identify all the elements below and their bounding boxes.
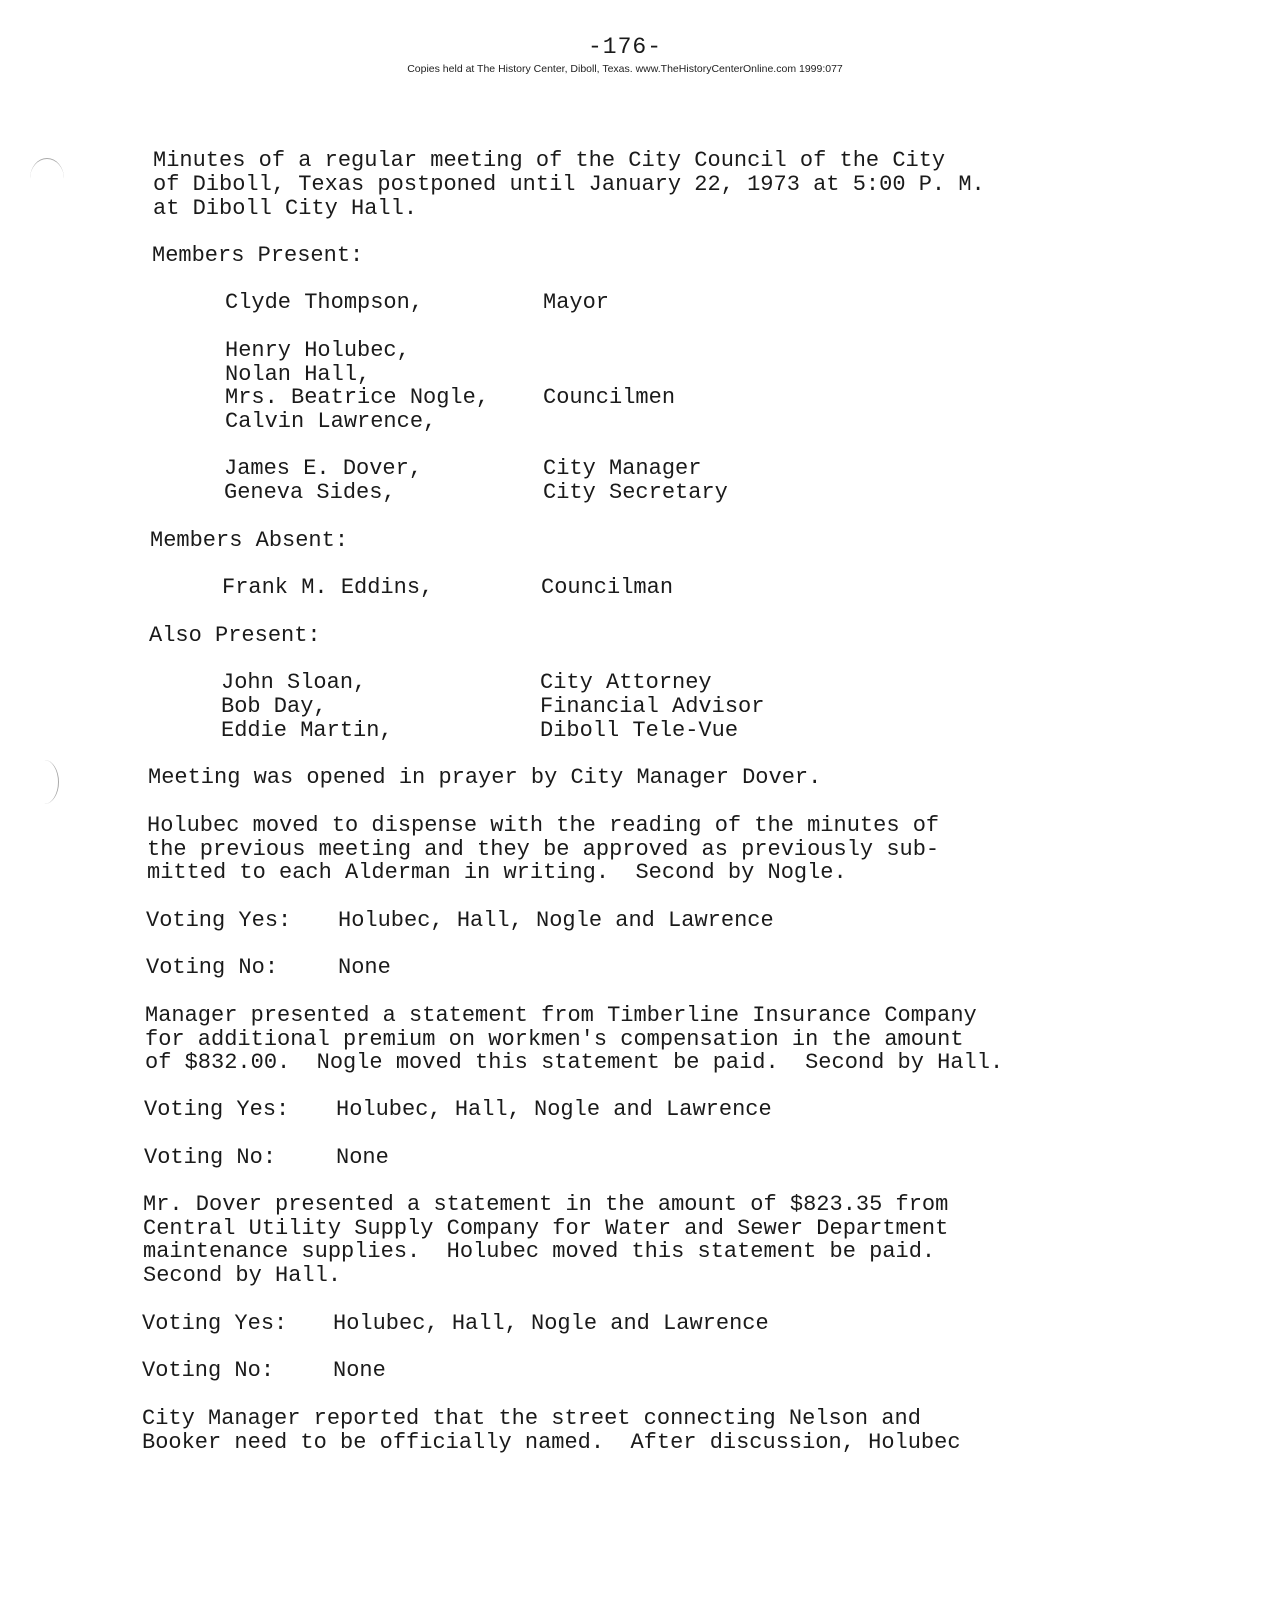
copies-held-note: Copies held at The History Center, Diboll, Texas. www.TheHistoryCenterOnline.com 1999:077 [407,63,843,75]
intro-line: of Diboll, Texas postponed until January 22, 1973 at 5:00 P. M. [153,172,985,197]
member-name: Geneva Sides, [224,480,396,505]
motion-line: the previous meeting and they be approved as previously sub- [147,837,940,862]
page-number: -176- [587,34,662,60]
member-name: Mrs. Beatrice Nogle, [225,385,490,410]
also-present-name: John Sloan, [221,670,367,695]
motion-line: Central Utility Supply Company for Water and Sewer Department [143,1216,949,1241]
voting-no-value: None [333,1358,386,1383]
motion-line: City Manager reported that the street connecting Nelson and [142,1406,921,1431]
member-name: Calvin Lawrence, [225,409,437,434]
intro-line: Minutes of a regular meeting of the City Council of the City [153,148,946,173]
member-name: Clyde Thompson, [225,290,424,315]
prayer-line: Meeting was opened in prayer by City Manager Dover. [148,765,822,790]
member-name: James E. Dover, [224,456,423,481]
also-present-name: Eddie Martin, [221,718,393,743]
member-role: Mayor [543,290,610,315]
motion-line: Manager presented a statement from Timberline Insurance Company [145,1003,977,1028]
voting-yes-names: Holubec, Hall, Nogle and Lawrence [336,1097,772,1122]
voting-no-label: Voting No: [146,955,279,980]
member-role: City Manager [543,456,702,481]
motion-line: mitted to each Alderman in writing. Second by Nogle. [147,860,847,885]
voting-yes-names: Holubec, Hall, Nogle and Lawrence [338,908,774,933]
voting-yes-label: Voting Yes: [142,1311,288,1336]
member-name: Henry Holubec, [225,338,410,363]
motion-line: for additional premium on workmen's compensation in the amount [145,1027,964,1052]
binder-hole-mark [30,158,64,199]
member-name: Nolan Hall, [225,362,371,387]
member-role: Councilmen [543,385,676,410]
also-present-name: Bob Day, [221,694,327,719]
voting-no-value: None [336,1145,389,1170]
motion-line: Second by Hall. [143,1263,342,1288]
binder-hole-mark [30,760,59,804]
intro-line: at Diboll City Hall. [153,196,418,221]
also-present-role: Diboll Tele-Vue [540,718,739,743]
voting-no-value: None [338,955,391,980]
motion-line: of $832.00. Nogle moved this statement be paid. Second by Hall. [145,1050,1004,1075]
absent-name: Frank M. Eddins, [222,575,434,600]
voting-no-label: Voting No: [144,1145,277,1170]
motion-line: Holubec moved to dispense with the reading of the minutes of [147,813,940,838]
also-present-role: City Attorney [540,670,712,695]
absent-role: Councilman [541,575,674,600]
voting-yes-names: Holubec, Hall, Nogle and Lawrence [333,1311,769,1336]
voting-no-label: Voting No: [142,1358,275,1383]
motion-line: Booker need to be officially named. After discussion, Holubec [142,1430,961,1455]
voting-yes-label: Voting Yes: [146,908,292,933]
also-present-role: Financial Advisor [540,694,765,719]
motion-line: maintenance supplies. Holubec moved this statement be paid. [143,1239,936,1264]
voting-yes-label: Voting Yes: [144,1097,290,1122]
member-role: City Secretary [543,480,728,505]
members-absent-heading: Members Absent: [150,528,349,553]
members-present-heading: Members Present: [152,243,364,268]
motion-line: Mr. Dover presented a statement in the amount of $823.35 from [143,1192,949,1217]
also-present-heading: Also Present: [149,623,321,648]
